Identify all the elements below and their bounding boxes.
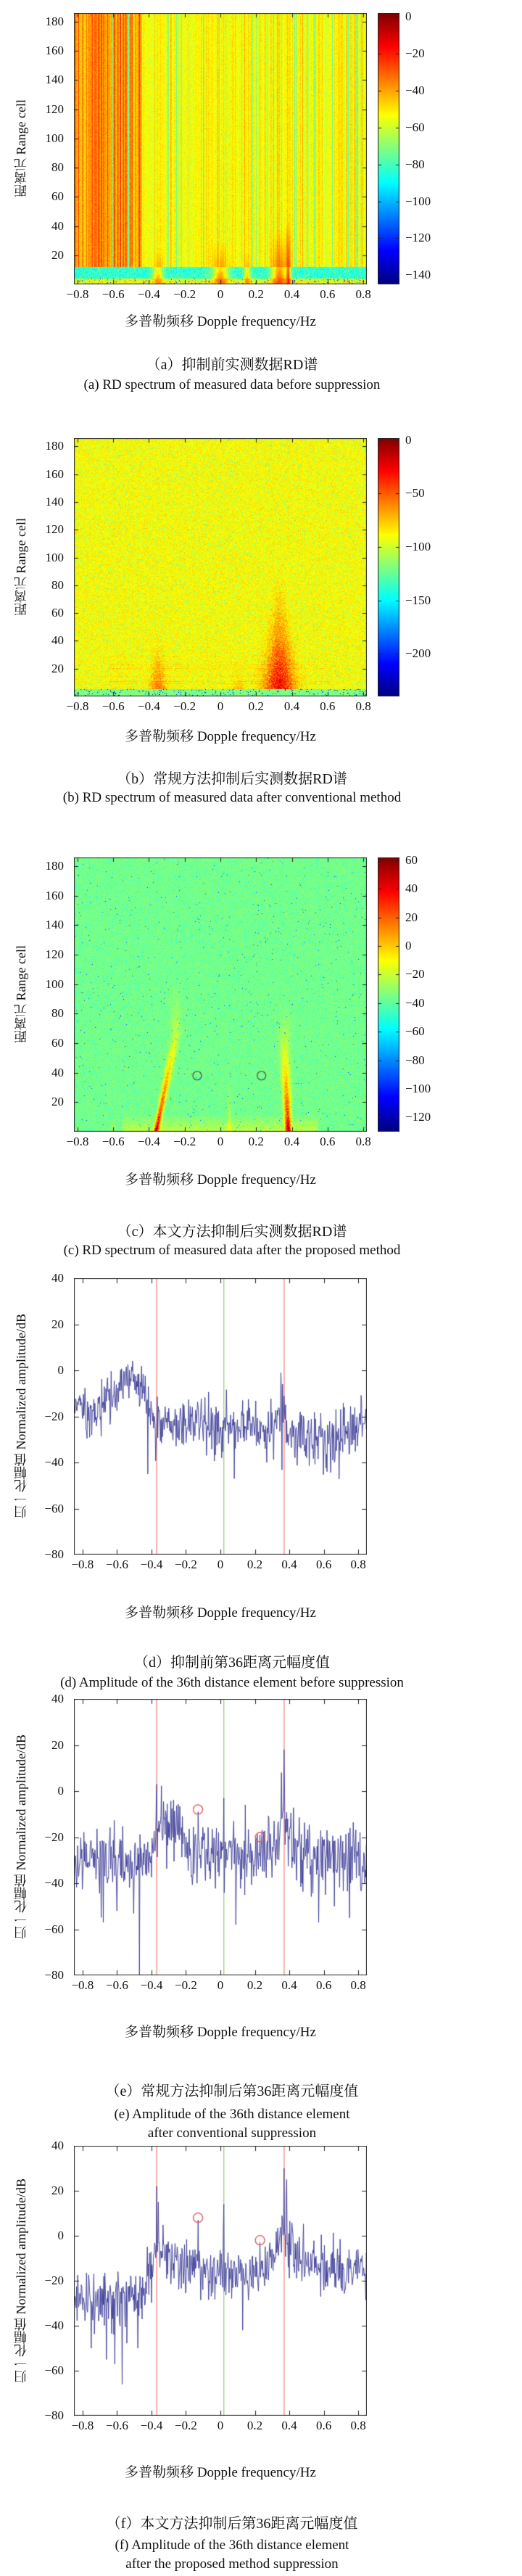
x-tick-label: 0.2 (248, 1135, 264, 1148)
colorbar-tick-label: −100 (405, 1081, 431, 1095)
x-tick-label: −0.2 (173, 287, 196, 301)
y-tick-label: 160 (45, 44, 64, 58)
x-tick-label: −0.8 (66, 287, 89, 301)
heatmap-canvas-c (74, 857, 367, 1132)
y-tick-label: 80 (51, 160, 64, 175)
y-tick-label: 180 (45, 859, 64, 873)
y-tick-label: −40 (44, 2318, 64, 2332)
y-tick-label: 20 (51, 1095, 64, 1109)
y-tick-label: 40 (51, 633, 64, 648)
x-tick-label: 0.2 (248, 287, 264, 301)
y-tick-label: 0 (57, 1784, 64, 1798)
colorbar-tick-label: −20 (405, 46, 425, 60)
x-axis-tick-labels (66, 287, 371, 305)
colorbar-tick-label: −60 (405, 1024, 425, 1039)
x-axis-label: 多普勒频移 Dopple frequency/Hz (125, 314, 316, 329)
caption-en-e: (e) Amplitude of the 36th distance element (114, 2107, 350, 2122)
caption-en-d: (d) Amplitude of the 36th distance element before suppression (60, 1675, 404, 1690)
x-axis-tick-labels (71, 2419, 367, 2436)
y-tick-label: 60 (51, 606, 64, 620)
y-tick-label: 120 (45, 102, 64, 116)
x-tick-label: 0 (217, 1978, 224, 1992)
x-tick-label: −0.4 (138, 287, 160, 301)
y-tick-label: −60 (44, 1501, 64, 1515)
line-plot-area-d (74, 1278, 367, 1555)
x-tick-label: 0.8 (350, 1557, 366, 1571)
y-axis-tick-labels (0, 1271, 68, 1561)
colorbar-tick-label: 40 (405, 881, 418, 896)
y-tick-label: −60 (44, 1922, 64, 1936)
y-tick-label: −40 (44, 1455, 64, 1469)
y-tick-label: 180 (45, 15, 64, 29)
colorbar-canvas-b (378, 438, 399, 696)
x-tick-label: 0 (217, 287, 224, 301)
x-tick-label: 0.2 (248, 699, 264, 713)
heatmap-canvas-a (74, 13, 367, 284)
x-axis-label: 多普勒频移 Dopple frequency/Hz (125, 1172, 316, 1188)
caption-en-c: (c) RD spectrum of measured data after the proposed method (63, 1243, 401, 1258)
y-tick-label: 140 (45, 73, 64, 87)
y-tick-label: 0 (57, 2229, 64, 2242)
y-tick-label: 60 (51, 1036, 64, 1050)
y-tick-label: 20 (51, 247, 64, 262)
y-axis-tick-labels (0, 1692, 68, 1982)
y-axis-tick-labels (0, 857, 68, 1132)
x-tick-label: −0.2 (173, 1135, 196, 1148)
heatmap-canvas-b (74, 438, 367, 696)
x-axis-label: 多普勒频移 Dopple frequency/Hz (125, 2465, 316, 2480)
caption-en2-f: after the proposed method suppression (125, 2556, 339, 2572)
x-axis-label: 多普勒频移 Dopple frequency/Hz (125, 2025, 316, 2040)
colorbar-tick-label: −150 (405, 593, 431, 607)
heatmap-plot-area-c (74, 857, 367, 1132)
x-tick-label: 0.6 (320, 1135, 336, 1148)
panel-b (0, 406, 522, 809)
x-tick-label: 0.6 (320, 287, 336, 301)
heatmap-plot-area-b (74, 438, 367, 696)
y-tick-label: −60 (44, 2363, 64, 2377)
x-tick-label: 0.4 (283, 699, 300, 713)
x-tick-label: 0 (217, 1557, 224, 1571)
colorbar-a (378, 13, 399, 284)
x-tick-label: −0.6 (102, 1135, 125, 1148)
y-tick-label: 120 (45, 947, 64, 962)
colorbar-c (378, 857, 399, 1132)
x-tick-label: −0.8 (66, 699, 89, 713)
y-tick-label: 160 (45, 466, 64, 481)
x-tick-label: 0.8 (350, 1978, 366, 1992)
colorbar-tick-labels (402, 852, 460, 1132)
line-canvas-d (74, 1278, 367, 1555)
x-axis-tick-labels (71, 1557, 367, 1575)
x-tick-label: −0.6 (105, 1978, 128, 1992)
x-tick-label: −0.8 (66, 1135, 89, 1148)
y-axis-label: 距离元 Range cell (14, 99, 28, 198)
caption-zh-e: （e）常规方法抑制后第36距离元幅度值 (105, 2083, 359, 2099)
y-tick-label: 60 (51, 189, 64, 204)
x-axis-label: 多普勒频移 Dopple frequency/Hz (125, 729, 316, 744)
x-tick-label: −0.6 (105, 1557, 128, 1571)
x-tick-label: 0.6 (315, 1557, 332, 1571)
x-tick-label: −0.6 (105, 2419, 128, 2432)
y-axis-tick-labels (0, 2139, 68, 2422)
x-tick-label: 0.2 (246, 2419, 263, 2432)
y-tick-label: 20 (51, 661, 64, 675)
y-axis-label: 距离元 Range cell (14, 518, 28, 617)
colorbar-tick-labels (402, 432, 460, 696)
x-tick-label: −0.2 (175, 2419, 197, 2432)
x-tick-label: 0.4 (281, 1557, 297, 1571)
y-tick-label: −80 (44, 1968, 64, 1982)
panel-c (0, 809, 522, 1273)
x-tick-label: −0.8 (71, 1978, 94, 1992)
y-tick-label: 100 (45, 976, 64, 991)
y-tick-label: 80 (51, 1006, 64, 1021)
panel-d (0, 1273, 522, 1690)
line-plot-area-f (74, 2146, 367, 2416)
panel-e (0, 1690, 522, 2140)
y-tick-label: −80 (44, 2408, 64, 2422)
x-tick-label: 0.8 (355, 1135, 371, 1148)
x-tick-label: −0.8 (71, 1557, 94, 1571)
y-axis-tick-labels (0, 13, 68, 284)
x-tick-label: −0.8 (71, 2419, 94, 2432)
colorbar-b (378, 438, 399, 696)
x-tick-label: 0.4 (283, 1135, 300, 1148)
panel-a (0, 0, 522, 406)
caption-en-f: (f) Amplitude of the 36th distance element (115, 2538, 349, 2553)
y-tick-label: 40 (51, 218, 64, 233)
y-tick-label: −20 (44, 1830, 64, 1844)
colorbar-canvas-a (378, 13, 399, 284)
colorbar-tick-label: −120 (405, 1110, 431, 1124)
colorbar-tick-label: −40 (405, 995, 425, 1010)
y-tick-label: −20 (44, 2273, 64, 2287)
colorbar-tick-label: −80 (405, 1053, 425, 1067)
y-axis-label: 归一化幅值 Normalized amplitude/dB (14, 2178, 28, 2383)
x-tick-label: −0.6 (102, 287, 125, 301)
x-axis-tick-labels (66, 699, 371, 717)
x-tick-label: 0 (217, 2419, 224, 2432)
x-tick-label: 0.8 (355, 287, 371, 301)
caption-zh-a: （a）抑制前实测数据RD谱 (146, 357, 318, 373)
y-axis-tick-labels (0, 438, 68, 696)
x-tick-label: −0.4 (140, 1978, 163, 1992)
y-tick-label: 40 (51, 1692, 64, 1705)
colorbar-tick-label: −100 (405, 540, 431, 554)
y-axis-label: 归一化幅值 Normalized amplitude/dB (14, 1314, 28, 1519)
colorbar-tick-label: −40 (405, 83, 425, 97)
y-tick-label: 80 (51, 577, 64, 592)
y-tick-label: 140 (45, 918, 64, 932)
y-axis-label: 距离元 Range cell (14, 945, 28, 1044)
x-tick-label: −0.2 (173, 699, 196, 713)
y-tick-label: 40 (51, 2139, 64, 2152)
x-tick-label: −0.4 (140, 1557, 163, 1571)
caption-zh-b: （b）常规方法抑制后实测数据RD谱 (117, 771, 347, 787)
x-tick-label: −0.4 (138, 1135, 160, 1148)
x-tick-label: 0.4 (281, 1978, 297, 1992)
caption-zh-f: （f）本文方法抑制后第36距离元幅度值 (106, 2516, 358, 2532)
caption-zh-d: （d）抑制前第36距离元幅度值 (134, 1655, 330, 1671)
colorbar-tick-label: −100 (405, 194, 431, 208)
line-canvas-e (74, 1699, 367, 1975)
x-tick-label: −0.4 (140, 2419, 163, 2432)
caption-zh-c: （c）本文方法抑制后实测数据RD谱 (117, 1224, 347, 1240)
y-axis-label: 归一化幅值 Normalized amplitude/dB (14, 1735, 28, 1940)
y-tick-label: 180 (45, 439, 64, 453)
colorbar-tick-label: −60 (405, 120, 425, 134)
caption-en2-e: after conventional suppression (147, 2126, 317, 2141)
x-tick-label: 0.2 (246, 1557, 263, 1571)
caption-en-a: (a) RD spectrum of measured data before suppression (83, 377, 381, 392)
y-tick-label: −40 (44, 1876, 64, 1890)
x-tick-label: 0.4 (281, 2419, 297, 2432)
x-tick-label: 0.8 (355, 699, 371, 713)
colorbar-tick-label: −80 (405, 157, 425, 171)
x-tick-label: −0.4 (138, 699, 160, 713)
y-tick-label: 20 (51, 1317, 64, 1331)
colorbar-tick-label: −50 (405, 486, 425, 501)
line-canvas-f (74, 2146, 367, 2416)
x-tick-label: 0 (217, 699, 224, 713)
x-tick-label: 0.4 (283, 287, 300, 301)
colorbar-tick-label: 0 (405, 9, 412, 24)
x-tick-label: 0.6 (315, 1978, 332, 1992)
x-tick-label: −0.6 (102, 699, 125, 713)
colorbar-tick-label: 60 (405, 852, 418, 867)
y-tick-label: −20 (44, 1409, 64, 1423)
x-axis-tick-labels (71, 1978, 367, 1996)
y-tick-label: 100 (45, 550, 64, 564)
x-axis-label: 多普勒频移 Dopple frequency/Hz (125, 1605, 316, 1621)
x-tick-label: 0.8 (350, 2419, 366, 2432)
colorbar-tick-label: 0 (405, 939, 412, 953)
colorbar-tick-label: −120 (405, 231, 431, 245)
y-tick-label: 20 (51, 2184, 64, 2197)
y-tick-label: 0 (57, 1363, 64, 1377)
x-axis-tick-labels (66, 1135, 371, 1152)
heatmap-plot-area-a (74, 13, 367, 284)
panel-f (0, 2140, 522, 2576)
caption-en-b: (b) RD spectrum of measured data after conventional method (62, 790, 402, 805)
x-tick-label: 0 (217, 1135, 224, 1148)
x-tick-label: −0.2 (175, 1978, 197, 1992)
y-tick-label: 160 (45, 888, 64, 902)
colorbar-tick-label: −200 (405, 646, 431, 661)
y-tick-label: 120 (45, 522, 64, 537)
colorbar-tick-labels (402, 9, 460, 284)
y-tick-label: 140 (45, 495, 64, 509)
x-tick-label: 0.6 (315, 2419, 332, 2432)
y-tick-label: 100 (45, 131, 64, 145)
y-tick-label: −80 (44, 1547, 64, 1561)
colorbar-tick-label: 20 (405, 910, 418, 924)
line-plot-area-e (74, 1699, 367, 1975)
x-tick-label: −0.2 (175, 1557, 197, 1571)
colorbar-canvas-c (378, 857, 399, 1132)
y-tick-label: 20 (51, 1737, 64, 1752)
y-tick-label: 40 (51, 1271, 64, 1285)
y-tick-label: 40 (51, 1065, 64, 1079)
x-tick-label: 0.2 (246, 1978, 263, 1992)
x-tick-label: 0.6 (320, 699, 336, 713)
colorbar-tick-label: 0 (405, 432, 412, 447)
colorbar-tick-label: −140 (405, 268, 431, 282)
colorbar-tick-label: −20 (405, 967, 425, 982)
